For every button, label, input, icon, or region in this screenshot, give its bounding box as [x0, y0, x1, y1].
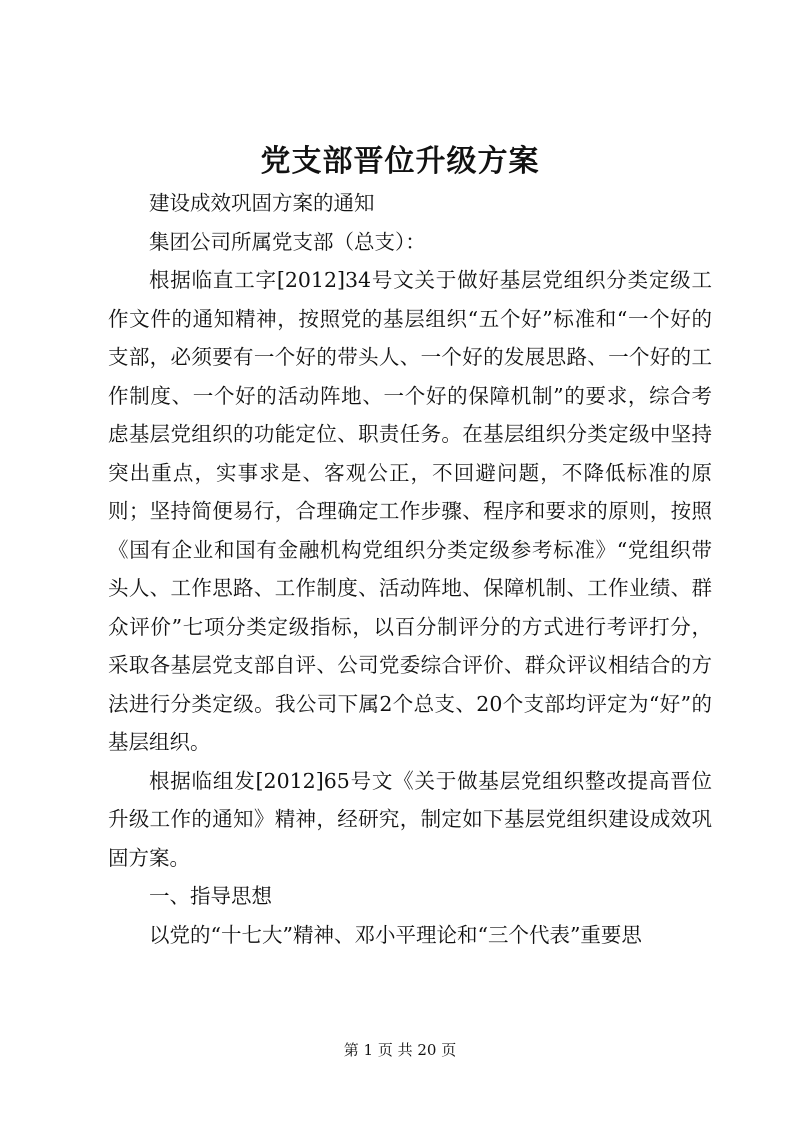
document-body: [108, 184, 712, 954]
page-number-footer: 第 1 页 共 20 页: [343, 1041, 457, 1059]
paragraph-subtitle: 建设成效巩固方案的通知: [149, 191, 375, 215]
section-heading-guiding-ideology: 一、指导思想: [149, 884, 272, 908]
document-title: 党支部晋位升级方案: [260, 144, 540, 179]
paragraph-guiding-ideology: 以党的“十七大”精神、邓小平理论和“三个代表”重要思: [149, 922, 642, 947]
paragraph-addressee: 集团公司所属党支部（总支）：: [149, 229, 426, 254]
paragraph-background: 根据临直工字[2012]34号文关于做好基层党组织分类定级工作文件的通知精神，按照党的基层组织“五个好”标准和“一个好的支部，必须要有一个好的带头人、一个好的发展思路、一个好的工作制度、一个好的活动阵地、一个好的保障机制”的要求，综合考虑基层党组织的功能定位、职责任务。在基层组织分类定级中坚持突出重点，实事求是、客观公正，不回避问题，不降低标准的原则；坚持简便易行，合理确定工作步骤、程序和要求的原则，按照《国有企业和国有金融机构党组织分类定级参考标准》“党组织带头人、工作思路、工作制度、活动阵地、保障机制、工作业绩、群众评价”七项分类定级指标，以百分制评分的方式进行考评打分，采取各基层党支部自评、公司党委综合评价、群众评议相结合的方法进行分类定级。我公司下属2个总支、20个支部均评定为“好”的基层组织。: [108, 268, 712, 754]
paragraph-reference: 根据临组发[2012]65号文《关于做基层党组织整改提高晋位升级工作的通知》精神，经研究，制定如下基层党组织建设成效巩固方案。: [108, 768, 712, 870]
